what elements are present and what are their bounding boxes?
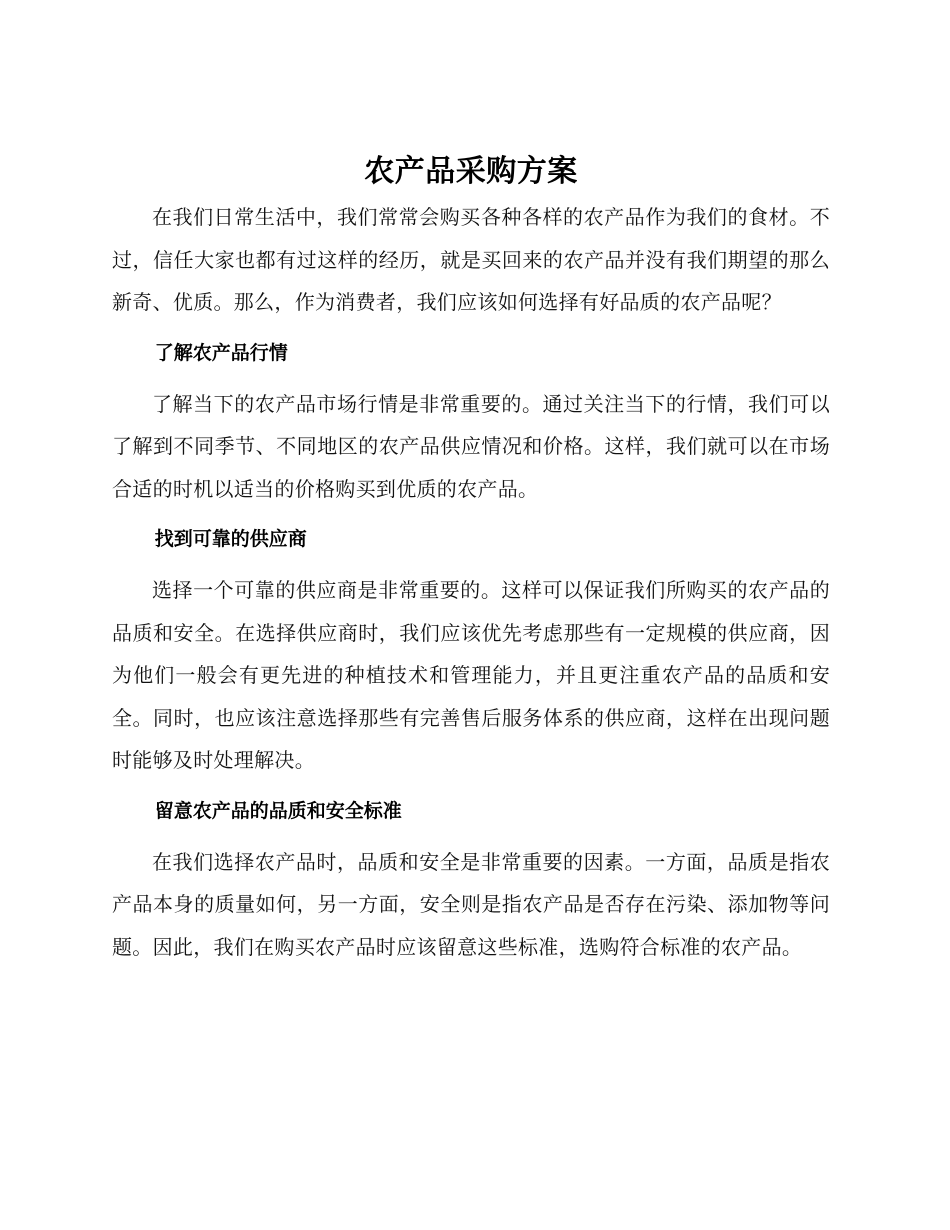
document-page [112,148,830,968]
section-heading: 留意农产品的品质和安全标准 [154,799,402,822]
intro-paragraph: 在我们日常生活中，我们常常会购买各种各样的农产品作为我们的食材。不过，信任大家也都有过这样的经历，就是买回来的农产品并没有我们期望的那么新奇、优质。那么，作为消费者，我们应该如何选择有好品质的农产品呢？ [112,205,830,314]
section-supplier [112,510,830,782]
section-heading: 了解农产品行情 [154,341,288,364]
section-paragraph: 了解当下的农产品市场行情是非常重要的。通过关注当下的行情，我们可以了解到不同季节、不同地区的农产品供应情况和价格。这样，我们就可以在市场合适的时机以适当的价格购买到优质的农产品。 [112,391,830,501]
section-paragraph: 在我们选择农产品时，品质和安全是非常重要的因素。一方面，品质是指农产品本身的质量如何，另一方面，安全则是指农产品是否存在污染、添加物等问题。因此，我们在购买农产品时应该留意这些标准，选购符合标准的农产品。 [112,849,830,959]
document-title: 农产品采购方案 [364,154,578,189]
section-market [112,324,830,511]
section-heading: 找到可靠的供应商 [154,528,307,550]
section-paragraph: 选择一个可靠的供应商是非常重要的。这样可以保证我们所购买的农产品的品质和安全。在选择供应商时，我们应该优先考虑那些有一定规模的供应商，因为他们一般会有更先进的种植技术和管理能力，并且更注重农产品的品质和安全。同时，也应该注意选择那些有完善售后服务体系的供应商，这样在出现问题时能够及时处理解决。 [112,578,830,772]
section-quality [112,782,830,969]
